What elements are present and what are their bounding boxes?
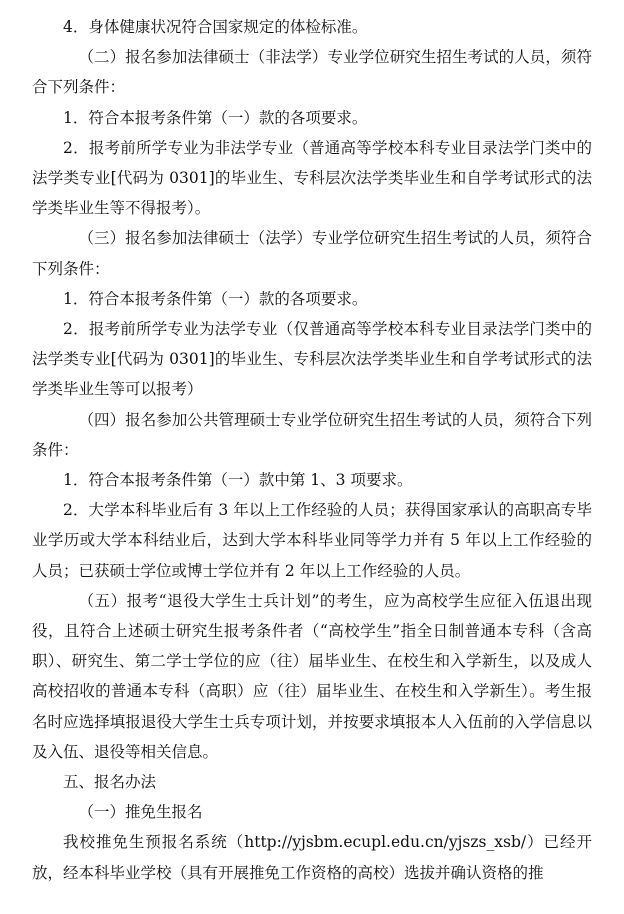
paragraph-section-2-item-2: 2．报考前所学专业为非法学专业（普通高等学校本科专业目录法学门类中的法学类专业[代码为 0301]的毕业生、专科层次法学类毕业生和自学考试形式的法学类毕业生等不得报考）。 — [32, 138, 592, 218]
paragraph-section-3-item-2: 2．报考前所学专业为法学专业（仅普通高等学校本科专业目录法学门类中的法学类专业[代码为 0301]的毕业生、专科层次法学类毕业生和自学考试形式的法学类毕业生等可以报考） — [32, 320, 592, 399]
heading-recommended-registration: （一）推免生报名 — [78, 803, 203, 822]
paragraph-section-4-item-1: 1．符合本报考条件第（一）款中第 1、3 项要求。 — [63, 471, 413, 490]
paragraph-pre-registration-system: 我校推免生预报名系统（http://yjsbm.ecupl.edu.cn/yjszs_xsb/）已经开放，经本科毕业学校（具有开展推免工作资格的高校）选拔并确认资格的推 — [32, 833, 592, 882]
paragraph-health-requirement: 4．身体健康状况符合国家规定的体检标准。 — [63, 18, 368, 36]
paragraph-section-2-item-1: 1．符合本报考条件第（一）款的各项要求。 — [63, 108, 368, 127]
heading-registration-method: 五、报名办法 — [63, 773, 157, 792]
paragraph-section-4-item-2: 2．大学本科毕业后有 3 年以上工作经验的人员；获得国家承认的高职高专毕业学历或大学本科结业后，达到大学本科毕业同等学力并有 5 年以上工作经验的人员；已获硕士学位或博士学位并有 2 年以上工作经验的人员。 — [32, 501, 592, 580]
paragraph-section-3-item-1: 1．符合本报考条件第（一）款的各项要求。 — [63, 289, 368, 308]
paragraph-section-4-heading: （四）报名参加公共管理硕士专业学位研究生招生考试的人员，须符合下列条件： — [32, 410, 592, 459]
paragraph-section-5-soldier-plan: （五）报考“退役大学生士兵计划”的考生，应为高校学生应征入伍退出现役，且符合上述硕士研究生报考条件者（“高校学生”指全日制普通本专科（含高职）、研究生、第二学士学位的应（往）届毕业生、在校生和入学新生，以及成人高校招收的普通本专科（高职）应（往）届毕业生、在校生和入学新生）。考生报名时应选择填报退役大学生士兵专项计划，并按要求填报本人入伍前的入学信息以及入伍、退役等相关信息。 — [32, 591, 592, 761]
document-page — [32, 12, 592, 888]
paragraph-section-2-heading: （二）报名参加法律硕士（非法学）专业学位研究生招生考试的人员，须符合下列条件： — [32, 48, 592, 97]
paragraph-section-3-heading: （三）报名参加法律硕士（法学）专业学位研究生招生考试的人员，须符合下列条件： — [32, 229, 592, 278]
